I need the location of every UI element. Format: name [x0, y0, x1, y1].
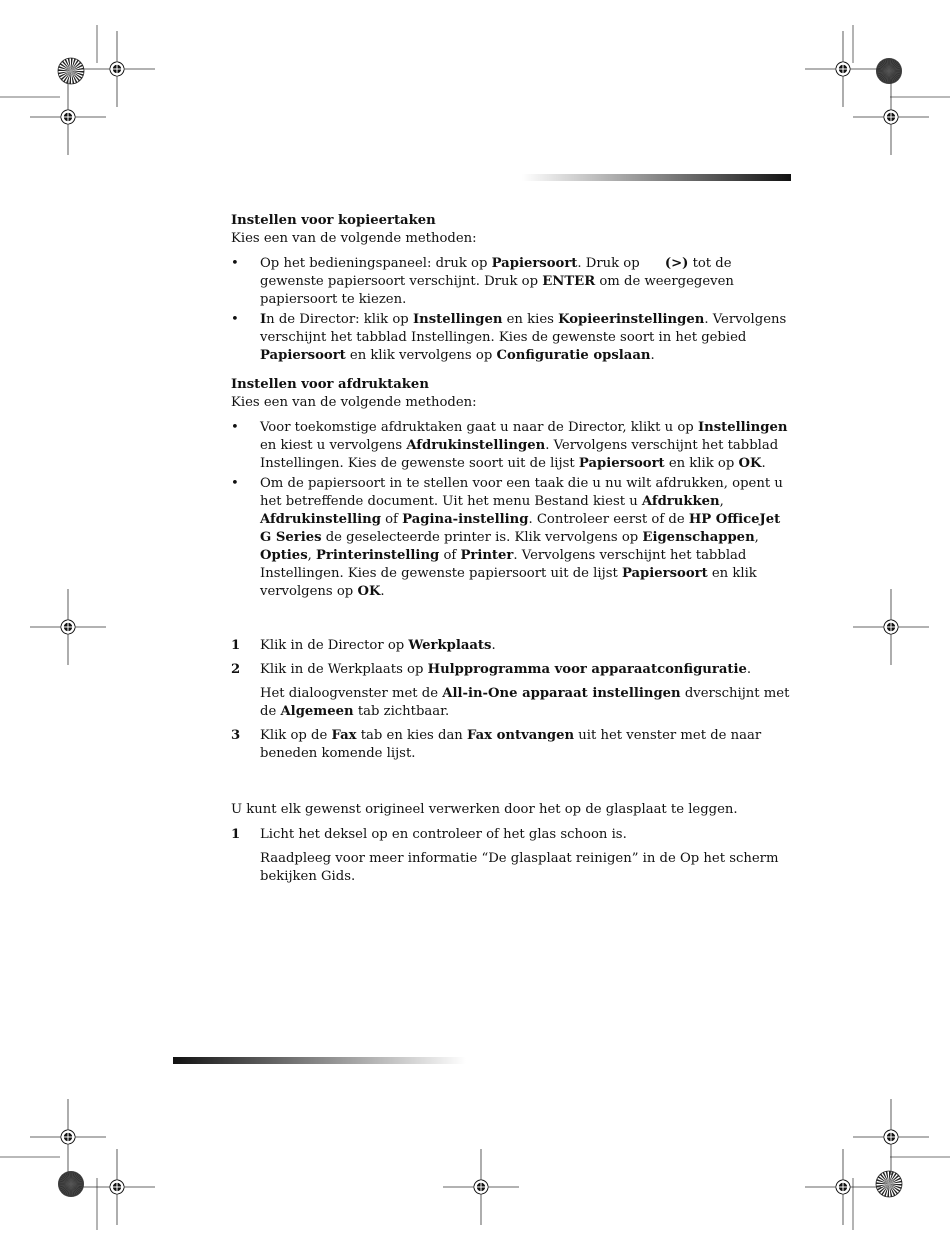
registration-starburst-icon	[876, 1171, 902, 1197]
step-note: Het dialoogvenster met de All-in-One apparaat instellingen dverschijnt met de Algemeen tab zichtbaar.	[260, 686, 790, 719]
section-heading-print: Instellen voor afdruktaken	[231, 377, 429, 392]
step-item: 1 Licht het deksel op en controleer of het glas schoon is.	[231, 827, 627, 842]
crosshair-icon	[79, 31, 155, 107]
bullet-icon: •	[231, 420, 239, 435]
step-number: 2	[231, 662, 241, 677]
section-heading-copy: Instellen voor kopieertaken	[231, 213, 436, 228]
registration-starburst-icon	[58, 58, 84, 84]
bullet-icon: •	[231, 476, 239, 491]
section-intro-copy: Kies een van de volgende methoden:	[231, 231, 477, 246]
crosshair-icon	[30, 589, 106, 665]
crosshair-icon	[805, 1149, 881, 1225]
crosshair-icon	[79, 1149, 155, 1225]
step-item: 3 Klik op de Fax tab en kies dan Fax ontvangen uit het venster met de naar beneden komende lijst.	[231, 728, 762, 761]
step-item: 2 Klik in de Werkplaats op Hulpprogramma voor apparaatconfiguratie.	[231, 662, 752, 677]
list-item: • Voor toekomstige afdruktaken gaat u naar de Director, klikt u op Instellingen en kiest u vervolgens Afdrukinstellingen. Vervolgens verschijnt het tabblad Instellingen. Kies de gewenste soort uit de lijst Papiersoort en klik op OK.	[231, 420, 788, 471]
step-number: 1	[231, 827, 241, 842]
list-item: • Om de papiersoort in te stellen voor een taak die u nu wilt afdrukken, opent u het betreffende document. Uit het menu Bestand kiest u Afdrukken, Afdrukinstelling of Pagina-instelling. Controleer eerst of de HP OfficeJet G Series de geselecteerde printer is. Klik vervolgens op Eigenschappen, Opties, Printerinstelling of Printer. Vervolgens verschijnt het tabblad Instellingen. Kies de gewenste papiersoort uit de lijst Papiersoort en klik vervolgens op OK.	[231, 476, 783, 599]
step-number: 1	[231, 638, 241, 653]
bullet-icon: •	[231, 256, 239, 271]
header-gradient-rule	[522, 174, 791, 181]
crosshair-icon	[805, 31, 881, 107]
method-list-print	[231, 419, 793, 601]
footer-gradient-rule	[173, 1057, 466, 1064]
method-list-copy	[231, 255, 793, 365]
document-body	[231, 212, 793, 892]
crosshair-icon	[30, 79, 106, 155]
list-item: • In de Director: klik op Instellingen en kies Kopieerinstellingen. Vervolgens verschijnt het tabblad Instellingen. Kies de gewenste soort in het gebied Papiersoort en klik vervolgens op Configuratie opslaan.	[231, 312, 787, 363]
bullet-icon: •	[231, 312, 239, 327]
glass-intro: U kunt elk gewenst origineel verwerken door het op de glasplaat te leggen.	[231, 802, 738, 817]
step-number: 3	[231, 728, 241, 743]
crosshair-icon	[853, 1099, 929, 1175]
step-item: 1 Klik in de Director op Werkplaats.	[231, 638, 496, 653]
crosshair-icon	[30, 1099, 106, 1175]
crosshair-icon	[443, 1149, 519, 1225]
registration-disc-icon	[58, 1171, 84, 1197]
section-intro-print: Kies een van de volgende methoden:	[231, 395, 477, 410]
step-note: Raadpleeg voor meer informatie “De glasplaat reinigen” in de Op het scherm bekijken Gids.	[260, 851, 779, 884]
crosshair-icon	[853, 79, 929, 155]
registration-disc-icon	[876, 58, 902, 84]
list-item: • Op het bedieningspaneel: druk op Papiersoort. Druk op (>) tot de gewenste papiersoort verschijnt. Druk op ENTER om de weergegeven papiersoort te kiezen.	[231, 256, 734, 307]
crosshair-icon	[853, 589, 929, 665]
